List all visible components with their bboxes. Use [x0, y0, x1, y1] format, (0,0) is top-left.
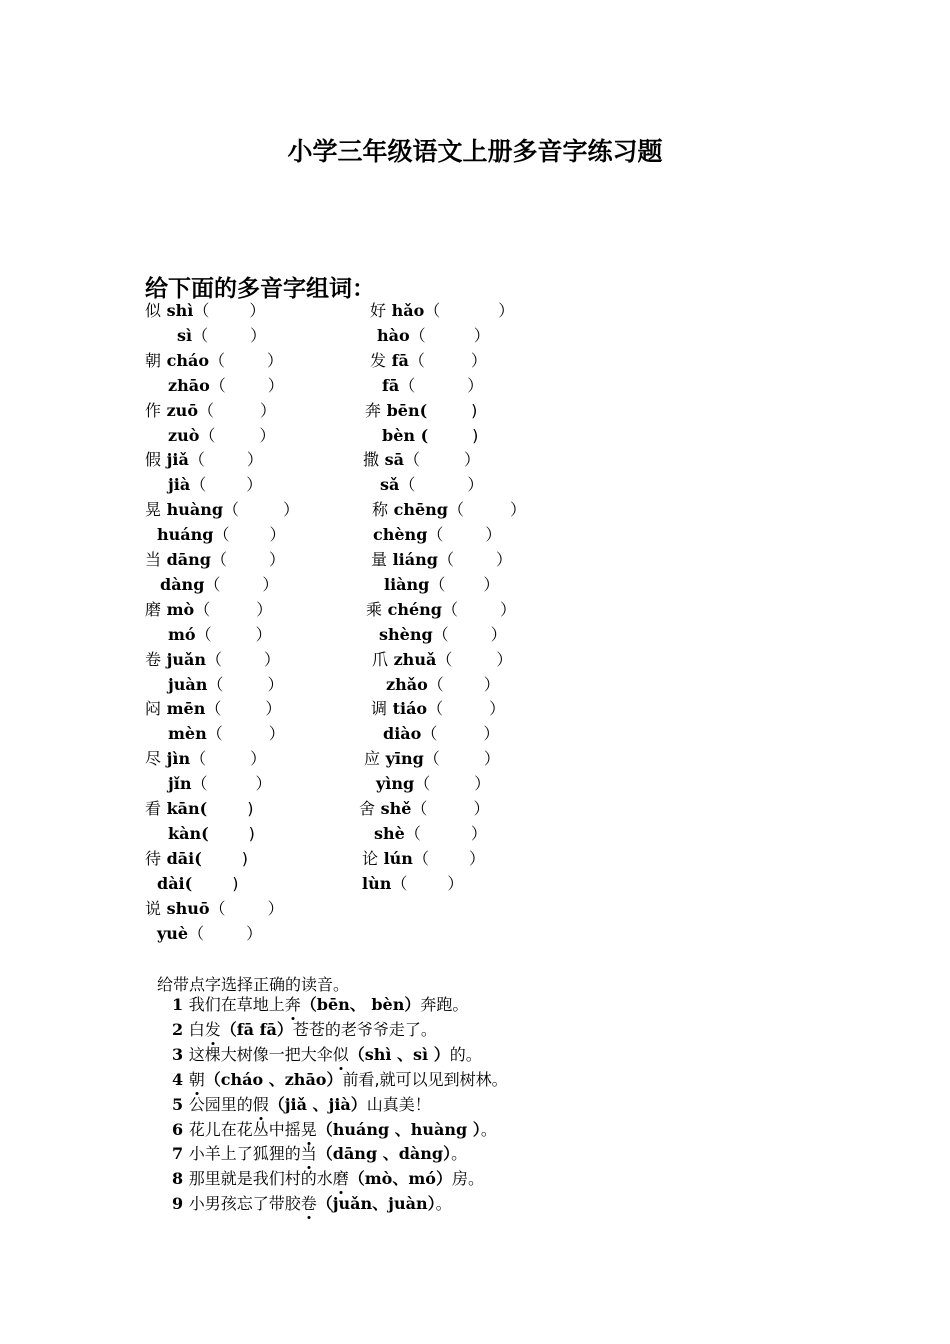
close-paren: ） [269, 525, 286, 545]
polyphone-char: 撒 [363, 450, 380, 470]
left-row [145, 899, 284, 919]
close-paren: ） [255, 624, 272, 644]
pinyin: mēn [166, 699, 206, 719]
right-row [366, 600, 516, 620]
pinyin: kàn( [168, 823, 209, 843]
left-row [145, 401, 276, 421]
pinyin: shì [166, 301, 194, 320]
question-number: 5 [172, 1094, 184, 1114]
close-paren: ） [267, 350, 284, 370]
polyphone-char: 似 [145, 301, 162, 320]
close-paren: ） [250, 325, 267, 345]
pinyin: dài( [157, 873, 193, 893]
close-paren: ） [260, 400, 277, 420]
right-row [386, 675, 500, 695]
close-paren: ） [262, 574, 279, 594]
pinyin: hǎo [391, 301, 425, 320]
pinyin: diào [383, 724, 422, 744]
close-paren: ） [490, 624, 507, 644]
question-text: 那里就是我们村的水 [188, 1169, 333, 1189]
pinyin-options[interactable]: （huáng 、huàng ） [316, 1119, 481, 1139]
close-paren: ） [499, 599, 516, 619]
question-text: 小羊上了狐狸的 [188, 1144, 301, 1164]
close-paren: ） [259, 425, 276, 445]
question-item [172, 1144, 467, 1164]
question-item [172, 1169, 484, 1189]
pinyin: tiáo [392, 699, 428, 719]
pinyin: shuō [166, 898, 210, 918]
pinyin: mó [168, 624, 196, 644]
left-row [145, 301, 265, 321]
pinyin: jiǎ [166, 450, 189, 470]
pinyin: bèn ( [382, 425, 429, 445]
pinyin-options[interactable]: （shì 、sì ） [348, 1044, 450, 1064]
pinyin: mò [166, 599, 195, 619]
left-row [145, 849, 248, 869]
question-text-end: 。 [480, 1119, 497, 1139]
polyphone-char: 晃 [145, 500, 162, 520]
polyphone-char: 调 [371, 699, 388, 719]
pinyin: zhāo [168, 375, 210, 395]
pinyin: dàng [160, 574, 205, 594]
close-paren: ) [232, 873, 239, 893]
left-row [177, 326, 266, 346]
question-item [172, 1095, 431, 1115]
pinyin: sǎ [380, 475, 400, 495]
open-paren: （ [210, 550, 227, 569]
open-paren: （ [427, 525, 444, 545]
question-text: 小男孩忘了带胶 [188, 1194, 301, 1214]
pinyin: lún [383, 848, 413, 868]
polyphone-char: 爪 [372, 649, 389, 669]
left-row [168, 475, 262, 495]
left-row [157, 924, 262, 944]
close-paren: ） [283, 500, 300, 520]
close-paren: ） [249, 301, 266, 320]
close-paren: ） [509, 500, 526, 520]
pinyin: fā [382, 375, 400, 395]
close-paren: ） [250, 749, 267, 769]
question-text-end: 前看,就可以见到树林。 [342, 1069, 508, 1089]
pinyin: chéng [387, 599, 442, 619]
right-row [374, 824, 487, 844]
open-paren: （ [213, 525, 230, 545]
open-paren: （ [399, 475, 416, 495]
polyphone-char: 好 [370, 301, 387, 320]
question-text: 我们在草地上 [188, 995, 285, 1014]
left-row [145, 799, 254, 819]
open-paren: （ [193, 301, 210, 320]
pinyin: bēn( [386, 400, 428, 420]
open-paren: （ [429, 574, 446, 594]
open-paren: （ [436, 649, 453, 669]
pinyin: jià [168, 475, 191, 495]
pinyin: chèng [373, 525, 428, 545]
open-paren: （ [188, 923, 205, 943]
left-row [168, 376, 284, 396]
open-paren: （ [424, 301, 441, 320]
open-paren: （ [421, 724, 438, 744]
polyphone-char: 舍 [359, 799, 376, 818]
question-item [172, 1020, 437, 1040]
question-number: 7 [172, 1144, 184, 1164]
open-paren: （ [427, 699, 444, 719]
left-row [168, 426, 275, 446]
right-row [372, 500, 526, 520]
close-paren: ) [247, 799, 254, 818]
open-paren: （ [199, 425, 216, 445]
close-paren: ） [470, 823, 487, 843]
pinyin: lùn [362, 873, 392, 893]
open-paren: （ [404, 823, 421, 843]
right-row [377, 326, 490, 346]
left-row [145, 450, 263, 470]
pinyin-options[interactable]: （juǎn、juàn） [316, 1194, 436, 1214]
open-paren: （ [206, 724, 223, 744]
dotted-char: 卷 [300, 1194, 317, 1214]
question-number: 9 [172, 1194, 184, 1214]
open-paren: （ [432, 624, 449, 644]
section1-heading: 给下面的多音字组词： [145, 276, 375, 302]
dotted-char: 当 [300, 1144, 317, 1164]
close-paren: ） [468, 848, 485, 868]
left-row [157, 874, 238, 894]
right-row [362, 874, 463, 894]
right-row [370, 351, 487, 371]
left-row [160, 575, 278, 595]
pinyin: juǎn [166, 649, 207, 669]
polyphone-char: 称 [372, 500, 389, 520]
left-row [168, 675, 283, 695]
polyphone-char: 作 [145, 400, 162, 420]
open-paren: （ [403, 450, 420, 470]
open-paren: （ [205, 699, 222, 719]
open-paren: （ [391, 873, 408, 893]
open-paren: （ [204, 574, 221, 594]
close-paren: ） [483, 749, 500, 769]
pinyin: mèn [168, 724, 207, 744]
left-row [145, 550, 285, 570]
close-paren: ） [246, 923, 263, 943]
polyphone-char: 朝 [145, 350, 162, 370]
pinyin: yìng [376, 774, 415, 794]
pinyin-options[interactable]: （fā fā） [220, 1019, 293, 1039]
pinyin: shè [374, 823, 405, 843]
right-row [371, 550, 512, 570]
open-paren: （ [192, 325, 209, 345]
question-text-end: 苍苍的老爷爷走了。 [292, 1019, 437, 1039]
open-paren: （ [409, 325, 426, 345]
pinyin: kān( [166, 799, 208, 818]
pinyin: hào [377, 325, 410, 345]
close-paren: ） [267, 674, 284, 694]
right-row [383, 724, 499, 744]
pinyin-options[interactable]: （bēn、 bèn） [300, 995, 421, 1014]
right-row [364, 749, 500, 769]
close-paren: ） [483, 674, 500, 694]
close-paren: ） [470, 350, 487, 370]
open-paren: （ [190, 749, 207, 769]
polyphone-char: 发 [370, 350, 387, 370]
pinyin: sì [177, 325, 193, 345]
left-row [145, 351, 283, 371]
right-row [362, 849, 485, 869]
close-paren: ） [267, 898, 284, 918]
open-paren: （ [197, 400, 214, 420]
right-row [379, 625, 507, 645]
dotted-char: 晃 [300, 1119, 317, 1139]
pinyin: jìn [166, 749, 191, 769]
left-row [145, 650, 280, 670]
close-paren: ） [463, 450, 480, 470]
close-paren: ） [246, 450, 263, 470]
close-paren: ） [489, 699, 506, 719]
pinyin-options[interactable]: （cháo 、zhāo） [204, 1069, 343, 1089]
open-paren: （ [188, 450, 205, 470]
question-text: 白 [188, 1019, 205, 1039]
left-row [168, 824, 255, 844]
close-paren: ） [495, 550, 512, 569]
pinyin: yīng [385, 749, 424, 769]
close-paren: ） [483, 574, 500, 594]
right-row [371, 699, 505, 719]
pinyin: zhuǎ [393, 649, 437, 669]
close-paren: ） [267, 375, 284, 395]
question-item [172, 1045, 482, 1065]
dotted-char: 似 [332, 1044, 349, 1064]
question-text: 这棵大树像一把大伞 [188, 1044, 333, 1064]
question-number: 1 [172, 995, 184, 1014]
polyphone-char: 磨 [145, 599, 162, 619]
pinyin: dāi( [166, 848, 202, 868]
close-paren: ） [265, 699, 282, 719]
open-paren: （ [223, 500, 240, 520]
left-row [145, 500, 299, 520]
question-text-end: 。 [451, 1144, 468, 1164]
open-paren: （ [423, 749, 440, 769]
polyphone-char: 闷 [145, 699, 162, 719]
dotted-char: 磨 [332, 1169, 349, 1189]
question-number: 3 [172, 1044, 184, 1064]
polyphone-char: 说 [145, 898, 162, 918]
close-paren: ） [264, 649, 281, 669]
right-row [376, 774, 490, 794]
open-paren: （ [412, 848, 429, 868]
pinyin: huàng [166, 500, 224, 520]
question-text: 公园里的 [188, 1094, 253, 1114]
polyphone-char: 乘 [366, 599, 383, 619]
polyphone-char: 当 [145, 550, 162, 569]
left-row [168, 774, 272, 794]
pinyin: zhǎo [386, 674, 428, 694]
left-row [157, 525, 285, 545]
close-paren: ） [467, 475, 484, 495]
close-paren: ) [241, 848, 249, 868]
open-paren: （ [437, 550, 454, 569]
polyphone-char: 尽 [145, 749, 162, 769]
pinyin: liàng [384, 574, 430, 594]
open-paren: （ [209, 375, 226, 395]
close-paren: ) [248, 823, 255, 843]
question-text-end: 房。 [451, 1169, 484, 1189]
question-number: 2 [172, 1019, 184, 1039]
pinyin: juàn [168, 674, 208, 694]
right-row [380, 475, 483, 495]
pinyin: cháo [166, 350, 210, 370]
polyphone-char: 看 [145, 799, 162, 818]
pinyin: shě [380, 799, 412, 818]
question-text: 花儿在花丛中摇 [188, 1119, 301, 1139]
right-row [373, 525, 501, 545]
left-row [168, 724, 285, 744]
polyphone-char: 奔 [365, 400, 382, 420]
question-text-end: 。 [435, 1194, 452, 1214]
open-paren: （ [411, 799, 428, 818]
question-item [172, 1120, 497, 1140]
question-number: 4 [172, 1069, 184, 1089]
dotted-char: 朝 [188, 1069, 205, 1089]
close-paren: ） [268, 550, 285, 569]
pinyin: zuò [168, 425, 200, 445]
question-item [172, 995, 468, 1015]
right-row [363, 450, 480, 470]
open-paren: （ [427, 674, 444, 694]
right-row [365, 401, 477, 421]
open-paren: （ [414, 774, 431, 794]
close-paren: ） [473, 799, 490, 818]
pinyin-options[interactable]: （jiǎ 、jià） [268, 1094, 367, 1114]
pinyin: fā [391, 350, 409, 370]
dotted-char: 假 [252, 1094, 269, 1114]
right-row [372, 650, 512, 670]
close-paren: ） [496, 649, 513, 669]
pinyin-options[interactable]: （mò、mó） [348, 1169, 452, 1189]
pinyin: sā [384, 450, 404, 470]
right-row [382, 426, 478, 446]
close-paren: ） [447, 873, 464, 893]
close-paren: ） [483, 724, 500, 744]
close-paren: ） [256, 599, 273, 619]
pinyin-options[interactable]: （dāng 、dàng） [316, 1144, 452, 1164]
polyphone-char: 待 [145, 848, 162, 868]
open-paren: （ [399, 375, 416, 395]
question-item [172, 1070, 508, 1090]
pinyin: shèng [379, 624, 433, 644]
open-paren: （ [206, 649, 223, 669]
open-paren: （ [408, 350, 425, 370]
polyphone-char: 量 [371, 550, 388, 569]
question-text-end: 奔跑。 [420, 995, 469, 1014]
section2-heading: 给带点字选择正确的读音。 [157, 975, 350, 994]
dotted-char: 发 [204, 1019, 221, 1039]
right-row [382, 376, 483, 396]
close-paren: ） [246, 475, 263, 495]
question-item [172, 1194, 452, 1214]
question-text-end: 的。 [449, 1044, 482, 1064]
close-paren: ) [471, 400, 478, 420]
close-paren: ） [498, 301, 515, 320]
right-row [384, 575, 499, 595]
close-paren: ) [472, 425, 479, 445]
pinyin: liáng [392, 550, 438, 569]
left-row [145, 699, 281, 719]
polyphone-char: 卷 [145, 649, 162, 669]
pinyin: jǐn [168, 774, 192, 794]
open-paren: （ [207, 674, 224, 694]
close-paren: ） [467, 375, 484, 395]
question-number: 8 [172, 1169, 184, 1189]
pinyin: yuè [157, 923, 189, 943]
open-paren: （ [190, 475, 207, 495]
right-row [359, 799, 489, 819]
polyphone-char: 假 [145, 450, 162, 470]
pinyin: dāng [166, 550, 211, 569]
page-title: 小学三年级语文上册多音字练习题 [287, 137, 663, 166]
open-paren: （ [194, 599, 211, 619]
left-row [145, 600, 272, 620]
close-paren: ） [474, 774, 491, 794]
close-paren: ） [255, 774, 272, 794]
polyphone-char: 应 [364, 749, 381, 769]
close-paren: ） [268, 724, 285, 744]
open-paren: （ [447, 500, 464, 520]
open-paren: （ [195, 624, 212, 644]
close-paren: ） [473, 325, 490, 345]
pinyin: zuō [166, 400, 198, 420]
open-paren: （ [209, 898, 226, 918]
question-text-end: 山真美！ [366, 1094, 431, 1114]
question-number: 6 [172, 1119, 184, 1139]
dotted-char: 奔 [284, 995, 301, 1014]
open-paren: （ [191, 774, 208, 794]
left-row [145, 749, 266, 769]
right-row [370, 301, 514, 321]
open-paren: （ [209, 350, 226, 370]
close-paren: ） [485, 525, 502, 545]
left-row [168, 625, 272, 645]
pinyin: chēng [393, 500, 448, 520]
open-paren: （ [441, 599, 458, 619]
polyphone-char: 论 [362, 848, 379, 868]
pinyin: huáng [157, 525, 214, 545]
